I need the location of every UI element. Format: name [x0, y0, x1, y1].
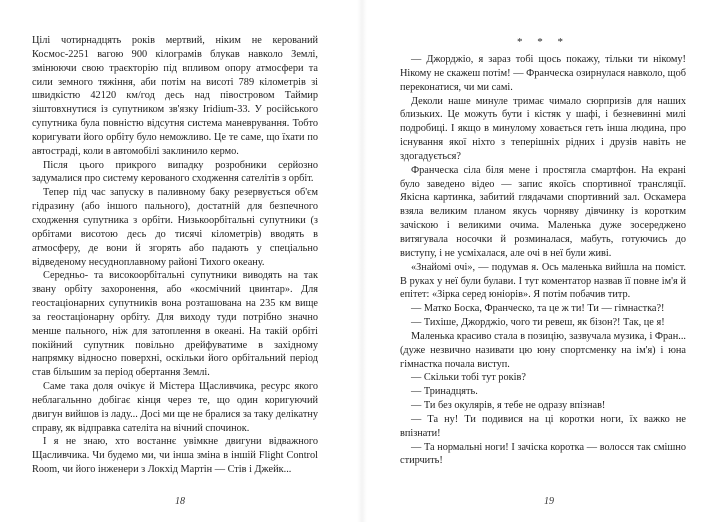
paragraph: — Ти без окулярів, я тебе не одразу впізнав!: [411, 400, 606, 412]
paragraph: Середньо- та високоорбітальні супутники виводять на так звану орбіту захоронення, або «космічний цвинтар». Для геостаціонарних супутників вона розташована на 235 км вище за геостаціонарну орбіту. Для виходу туди потрібно значно менше пального, ніж для затоплення в океані. На такій орбіті покійний супутник повільно дрейфуватиме в західному напрямку відносно поверхні, оскільки його орбітальний період став більшим за період обертання Землі.: [32, 270, 318, 379]
paragraph: — Тихіше, Джорджіо, чого ти ревеш, як бізон?! Так, це я!: [411, 317, 665, 329]
paragraph: «Знайомі очі», — подумав я. Ось маленька вийшла на поміст. В руках у неї були булави. І тут коментатор назвав її повне ім'я й епітет: «Зірка серед юніорів». Я потім побачив титр.: [400, 261, 686, 301]
paragraph: — Скільки тобі тут років?: [411, 372, 526, 384]
paragraph: — Джорджіо, я зараз тобі щось покажу, тільки ти нікому! Нікому не скажеш потім! — Франческа озирнулася навколо, щоб переконатися, чи ми самі.: [400, 54, 686, 93]
paragraph: І я не знаю, хто востаннє увімкне двигуни відважного Щасливчика. Чи будемо ми, чи інша зміна в іншій Flight Control Room, чи його інженери з Локхід Мартін — Стів і Джейк...: [32, 436, 318, 476]
paragraph: — Та нормальні ноги! І зачіска коротка — волосся так смішно стирчить!: [400, 441, 686, 467]
right-page: [400, 34, 686, 468]
paragraph: Маленька красиво стала в позицію, зазвучала музика, і Фран... (дуже незвично називати цю юну спортсменку на ім'я) і юна гімнастка почала виступ.: [400, 330, 686, 370]
paragraph: Після цього прикрого випадку розробники серйозно задумалися про систему керованого сходження сателітів з орбіт.: [32, 159, 318, 185]
paragraph: — Тринадцять.: [411, 386, 478, 398]
paragraph: — Та ну! Ти подивися на ці коротки ноги, їх важко не впізнати!: [400, 413, 686, 439]
left-page: [32, 34, 318, 477]
book-gutter: [357, 0, 367, 522]
paragraph: — Матко Боска, Франческо, та це ж ти! Ти — гімнастка?!: [411, 303, 665, 315]
paragraph: Тепер під час запуску в паливному баку резервується об'єм гідразину (або іншого пального), достатній для безпечного сходження супутника з орбіти. Низькоорбітальні супутники (з орбітами висотою десь до тисячі кілометрів) вводять в атмосферу, де вони й згорять або падають у спеціально відведеному несудноплавному районі Тихого океану.: [32, 187, 318, 268]
paragraph: Франческа сіла біля мене і простягла смартфон. На екрані було заведено відео — запис якоїсь спортивної трансляції. Якісна картинка, забитий глядачами спортивний зал. Оскамера взяла великим планом якусь чорняву дівчинку із коротким зачіскою і великими очима. Маленька дуже зосереджено витягувала носочки й розминалася, мабуть, готуючись до виступу, і не усміхалася, але очі в неї були живі.: [400, 164, 686, 259]
paragraph: Саме така доля очікує й Містера Щасливчика, ресурс якого неблагальнно добігає кінця через те, що один коригуючий двигун вийшов із ладу... Досі ми ще не бралися за таку делікатну справу, як відправка сателіта на вічний спочинок.: [32, 381, 318, 434]
paragraph: Цілі чотирнадцять років мертвий, ніким не керований Космос-2251 вагою 900 кілограмів блукав навколо Землі, змінюючи свою траєкторію під впливом опору атмосфери та сили земного тяжіння, аби потім на висоті 789 кілометрів зі швидкістю 42120 км/год десь над півостровом Таймир зіштовхнутися із супутником зв'язку Iridium-33. У російського супутника була повністю відсутня система маневрування. Тобто коригувати його орбіту було неможливо. Це те саме, що їхати по автостраді, коли в автомобілі заклинило кермо.: [32, 35, 318, 157]
paragraph: Деколи наше минуле тримає чимало сюрпризів для наших близьких. Це можуть бути і кістяк у шафі, і безневинні милі подробиці. І якщо в минулому ховається геть інша людина, про існування якої ніхто з теперішніх рідних і друзів навіть не здогадується?: [400, 95, 686, 162]
section-separator: * * *: [517, 36, 569, 48]
page-number-left: 18: [175, 496, 185, 507]
page-number-right: 19: [544, 496, 554, 507]
